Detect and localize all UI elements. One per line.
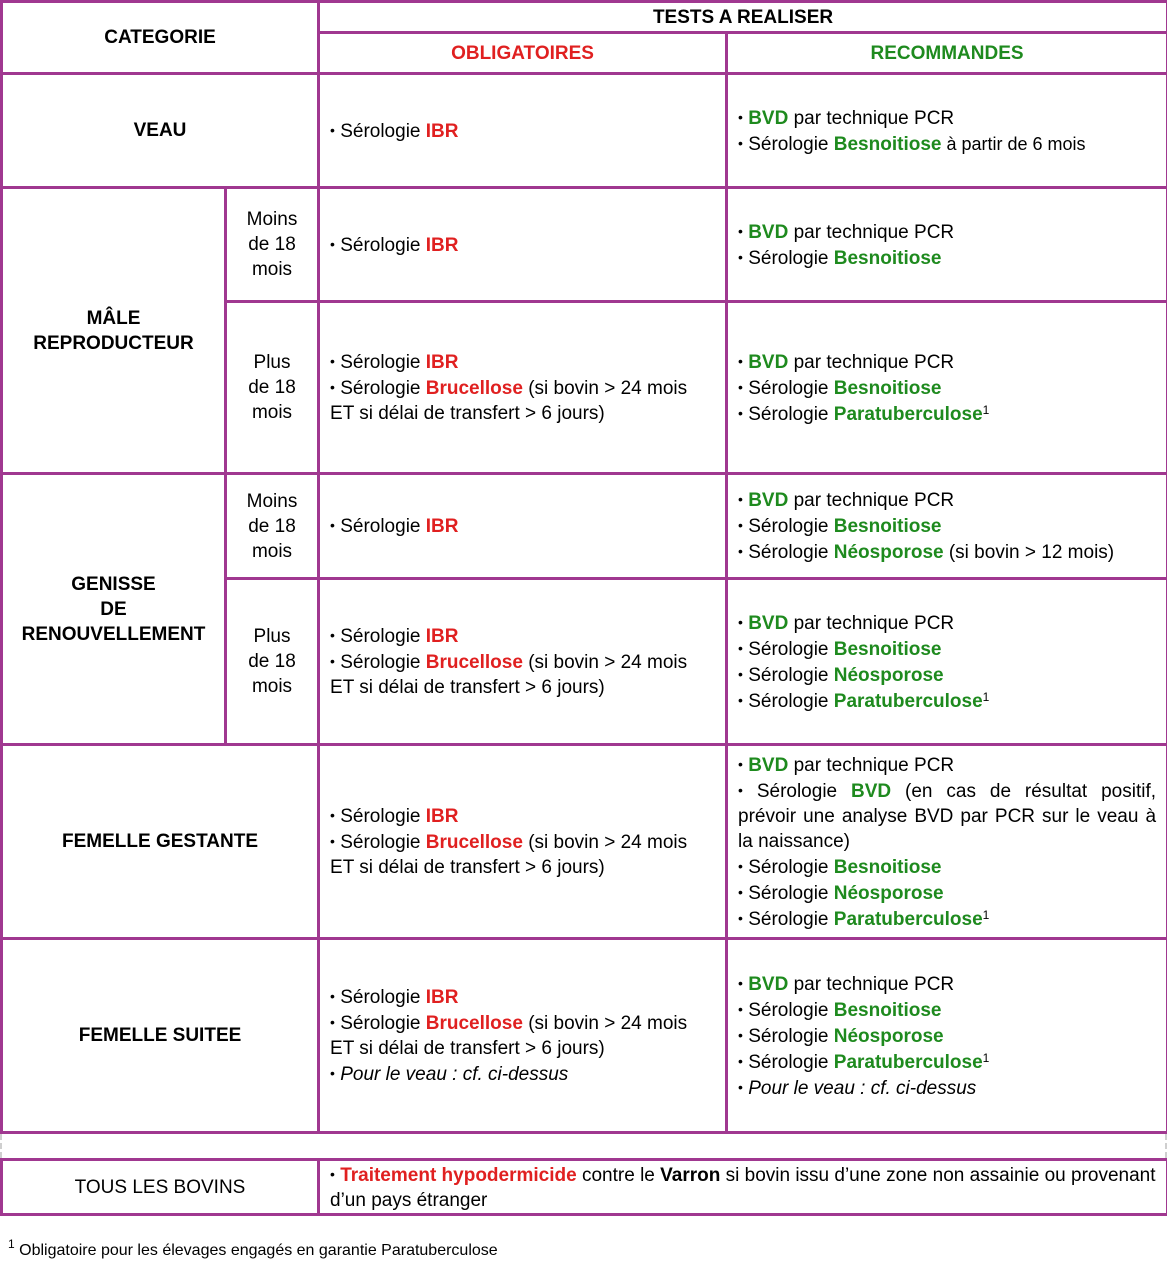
obligatoires-genisse-moins: • Sérologie IBR (319, 474, 727, 579)
row-male-moins (2, 188, 1167, 302)
category-male-reproducteur: MÂLE REPRODUCTEUR (2, 188, 226, 474)
category-genisse-de-renouvellement: GENISSE DE RENOUVELLEMENT (2, 474, 226, 745)
header-obligatoires: OBLIGATOIRES (319, 33, 727, 74)
traitement-tous-les-bovins: • Traitement hypodermicide contre le Varron si bovin issu d’une zone non assainie ou provenant d’un pays étranger (319, 1160, 1167, 1215)
row-veau (2, 74, 1167, 188)
obligatoires-male-plus: • Sérologie IBR • Sérologie Brucellose (si bovin > 24 mois ET si délai de transfert > 6 jours) (319, 302, 727, 474)
category-femelle-gestante: FEMELLE GESTANTE (2, 745, 319, 939)
obligatoires-male-moins: • Sérologie IBR (319, 188, 727, 302)
sub-plus-18-mois: Plus de 18 mois (226, 302, 319, 474)
category-veau: VEAU (2, 74, 319, 188)
recommandes-male-moins: • BVD par technique PCR • Sérologie Besnoitiose (727, 188, 1167, 302)
row-femelle-suitee (2, 939, 1167, 1133)
recommandes-male-plus: • BVD par technique PCR • Sérologie Besnoitiose • Sérologie Paratuberculose$^1$ (727, 302, 1167, 474)
row-genisse-moins (2, 474, 1167, 579)
tous-les-bovins-table (0, 1158, 1167, 1216)
row-tous-les-bovins (2, 1160, 1167, 1215)
recommandes-veau: • BVD par technique PCR • Sérologie Besnoitiose à partir de 6 mois (727, 74, 1167, 188)
sub-moins-18-mois: Moins de 18 mois (226, 188, 319, 302)
sub-plus-18-mois-genisse: Plus de 18 mois (226, 579, 319, 745)
recommandes-genisse-plus: • BVD par technique PCR • Sérologie Besnoitiose • Sérologie Néosporose • Sérologie Paratuberculose$^1$ (727, 579, 1167, 745)
header-categorie: CATEGORIE (2, 2, 319, 74)
header-recommandes: RECOMMANDES (727, 33, 1167, 74)
obligatoires-veau: • Sérologie IBR (319, 74, 727, 188)
recommandes-femelle-gestante: • BVD par technique PCR • Sérologie BVD (en cas de résultat positif, prévoir une analyse BVD par PCR sur le veau à la naissance) • Sérologie Besnoitiose • Sérologie Néosporose • Sérologie Paratuberculose$^1$ (727, 745, 1167, 939)
obligatoires-genisse-plus: • Sérologie IBR • Sérologie Brucellose (si bovin > 24 mois ET si délai de transfert > 6 jours) (319, 579, 727, 745)
obligatoires-femelle-suitee: • Sérologie IBR • Sérologie Brucellose (si bovin > 24 mois ET si délai de transfert > 6 jours) • Pour le veau : cf. ci-dessus (319, 939, 727, 1133)
recommandes-femelle-suitee: • BVD par technique PCR • Sérologie Besnoitiose • Sérologie Néosporose • Sérologie Paratuberculose$^1$ • Pour le veau : cf. ci-dessus (727, 939, 1167, 1133)
row-femelle-gestante (2, 745, 1167, 939)
recommandes-genisse-moins: • BVD par technique PCR • Sérologie Besnoitiose • Sérologie Néosporose (si bovin > 12 mois) (727, 474, 1167, 579)
obligatoires-femelle-gestante: • Sérologie IBR • Sérologie Brucellose (si bovin > 24 mois ET si délai de transfert > 6 jours) (319, 745, 727, 939)
table-gap (0, 1134, 1167, 1158)
footnote: $^1$ Obligatoire pour les élevages engagés en garantie Paratuberculose (8, 1237, 498, 1259)
category-femelle-suitee: FEMELLE SUITEE (2, 939, 319, 1133)
sub-moins-18-mois-genisse: Moins de 18 mois (226, 474, 319, 579)
category-tous-les-bovins: TOUS LES BOVINS (2, 1160, 319, 1215)
header-tests-a-realiser: TESTS A REALISER (319, 2, 1167, 33)
